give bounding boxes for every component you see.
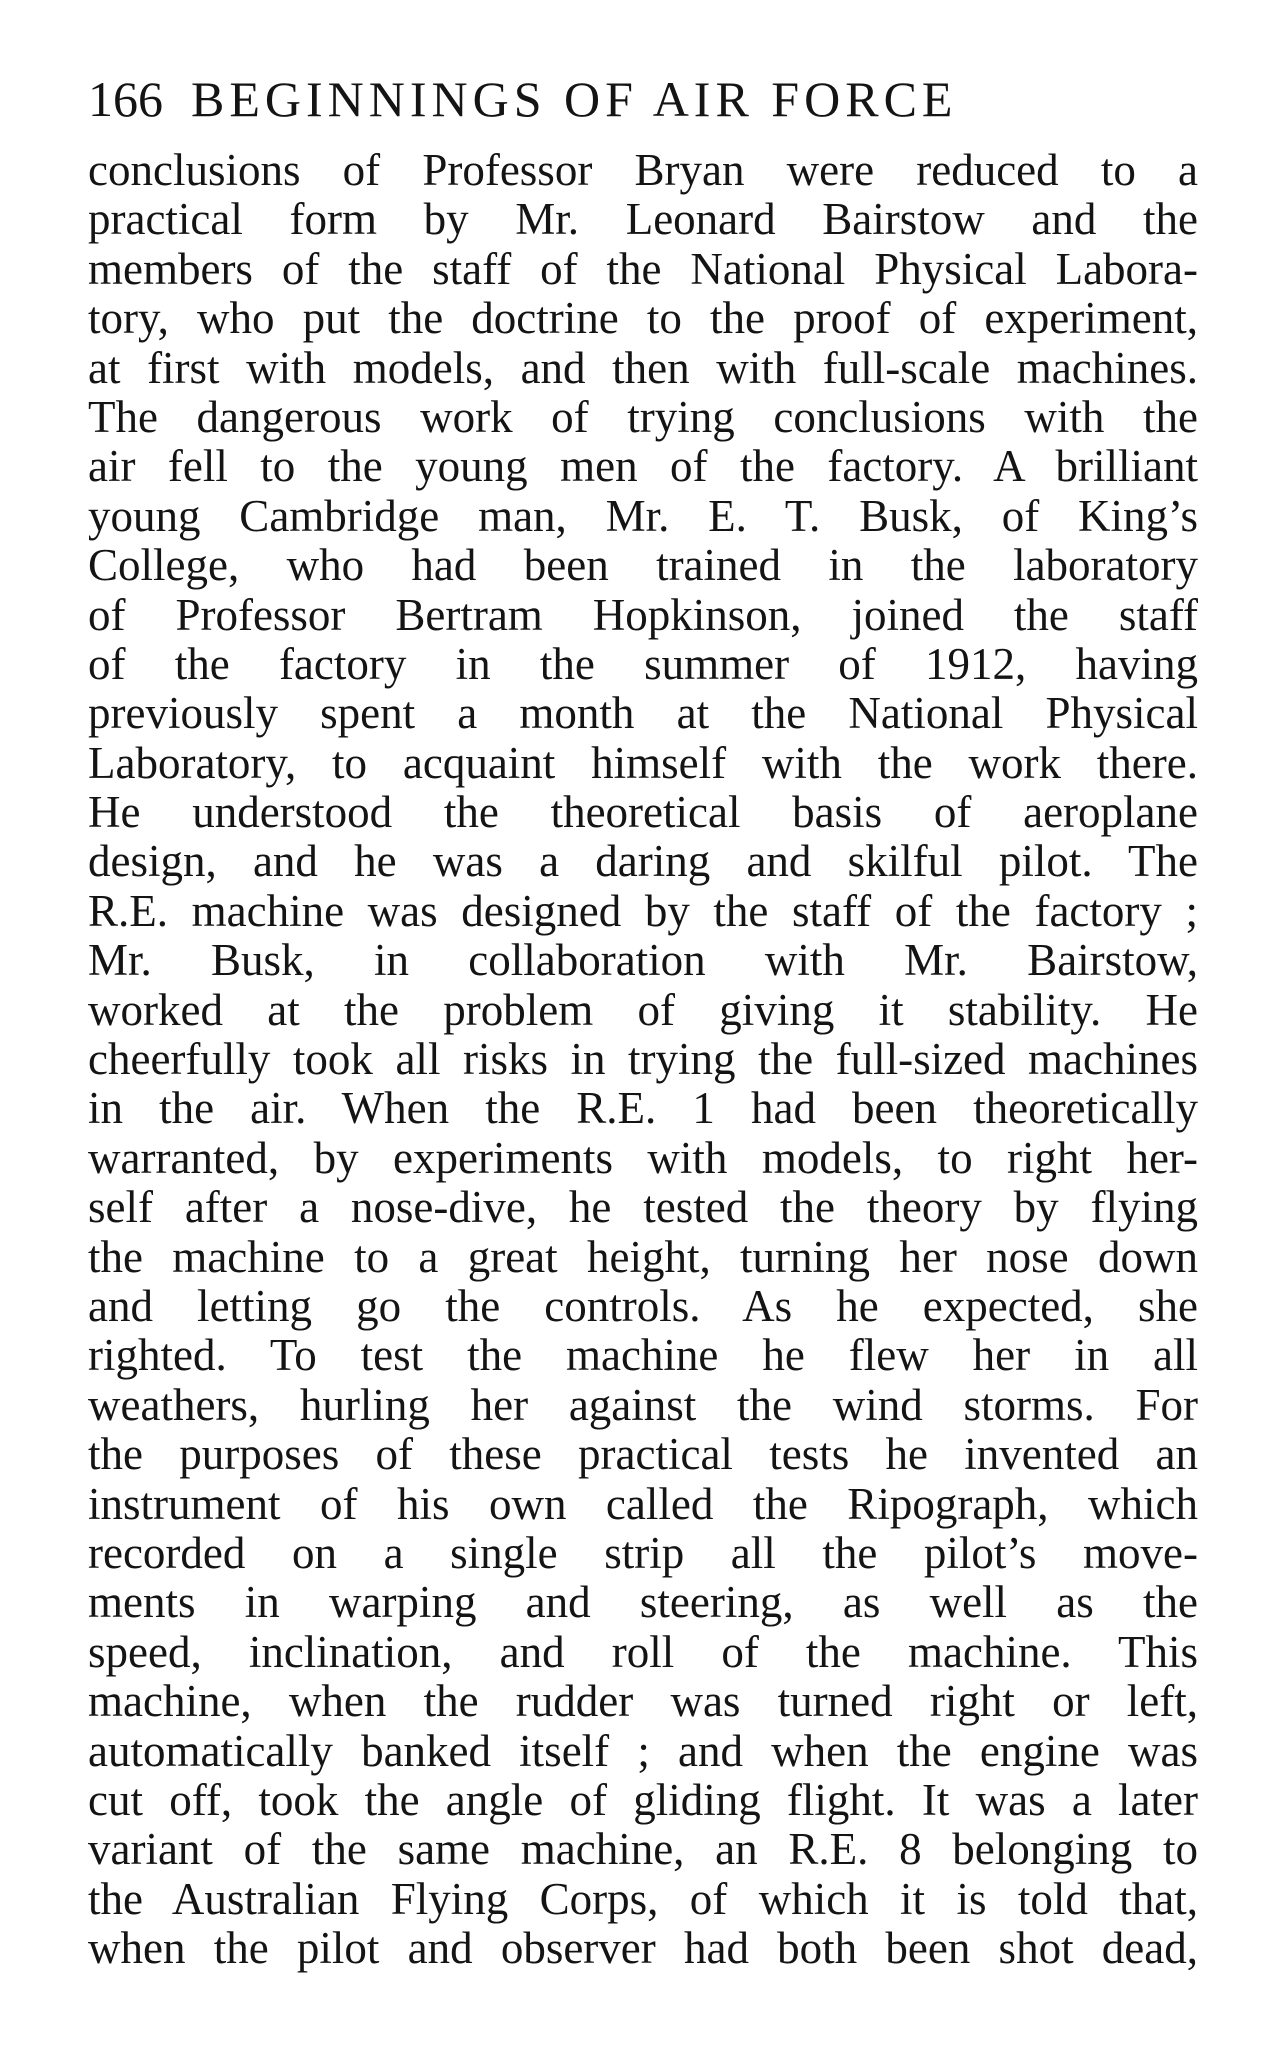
text-line: when the pilot and observer had both been shot dead, [88, 1924, 1198, 1974]
text-line: the Australian Flying Corps, of which it is told that, [88, 1874, 1198, 1924]
text-line: young Cambridge man, Mr. E. T. Busk, of King’s [88, 491, 1198, 541]
text-line: warranted, by experiments with models, to right her- [88, 1133, 1198, 1183]
text-line: at first with models, and then with full-scale machines. [88, 343, 1198, 393]
running-head [88, 64, 1198, 134]
text-line: variant of the same machine, an R.E. 8 belonging to [88, 1825, 1198, 1875]
text-line: air fell to the young men of the factory. A brilliant [88, 442, 1198, 492]
text-line: The dangerous work of trying conclusions with the [88, 392, 1198, 442]
text-line: of the factory in the summer of 1912, having [88, 639, 1198, 689]
text-line: R.E. machine was designed by the staff of the factory ; [88, 886, 1198, 936]
text-line: practical form by Mr. Leonard Bairstow and the [88, 195, 1198, 245]
text-line: members of the staff of the National Physical Labora- [88, 244, 1198, 294]
text-line: cut off, took the angle of gliding flight. It was a later [88, 1775, 1198, 1825]
text-line: College, who had been trained in the laboratory [88, 541, 1198, 591]
text-line: previously spent a month at the National Physical [88, 689, 1198, 739]
text-line: recorded on a single strip all the pilot’s move- [88, 1528, 1198, 1578]
text-line: automatically banked itself ; and when the engine was [88, 1726, 1198, 1776]
text-line: ments in warping and steering, as well as the [88, 1578, 1198, 1628]
text-line: He understood the theoretical basis of aeroplane [88, 788, 1198, 838]
text-line: conclusions of Professor Bryan were reduced to a [88, 146, 1198, 195]
page-number: 166 [88, 71, 163, 127]
text-line: weathers, hurling her against the wind storms. For [88, 1380, 1198, 1430]
text-line: tory, who put the doctrine to the proof of experiment, [88, 294, 1198, 344]
text-line: righted. To test the machine he flew her in all [88, 1331, 1198, 1381]
text-line: and letting go the controls. As he expected, she [88, 1281, 1198, 1331]
text-line: design, and he was a daring and skilful pilot. The [88, 837, 1198, 887]
text-line: of Professor Bertram Hopkinson, joined the staff [88, 590, 1198, 640]
text-line: Mr. Busk, in collaboration with Mr. Bairstow, [88, 936, 1198, 986]
text-line: Laboratory, to acquaint himself with the work there. [88, 738, 1198, 788]
text-line: worked at the problem of giving it stability. He [88, 985, 1198, 1035]
body-text [88, 146, 1198, 1973]
text-line: in the air. When the R.E. 1 had been theoretically [88, 1084, 1198, 1134]
text-line: the purposes of these practical tests he invented an [88, 1430, 1198, 1480]
text-line: speed, inclination, and roll of the machine. This [88, 1627, 1198, 1677]
text-line: the machine to a great height, turning her nose down [88, 1232, 1198, 1282]
text-line: machine, when the rudder was turned right or left, [88, 1677, 1198, 1727]
chapter-title: BEGINNINGS OF AIR FORCE [191, 71, 958, 127]
text-line: cheerfully took all risks in trying the full-sized machines [88, 1035, 1198, 1085]
text-line: self after a nose-dive, he tested the theory by flying [88, 1183, 1198, 1233]
text-line: instrument of his own called the Ripograph, which [88, 1479, 1198, 1529]
